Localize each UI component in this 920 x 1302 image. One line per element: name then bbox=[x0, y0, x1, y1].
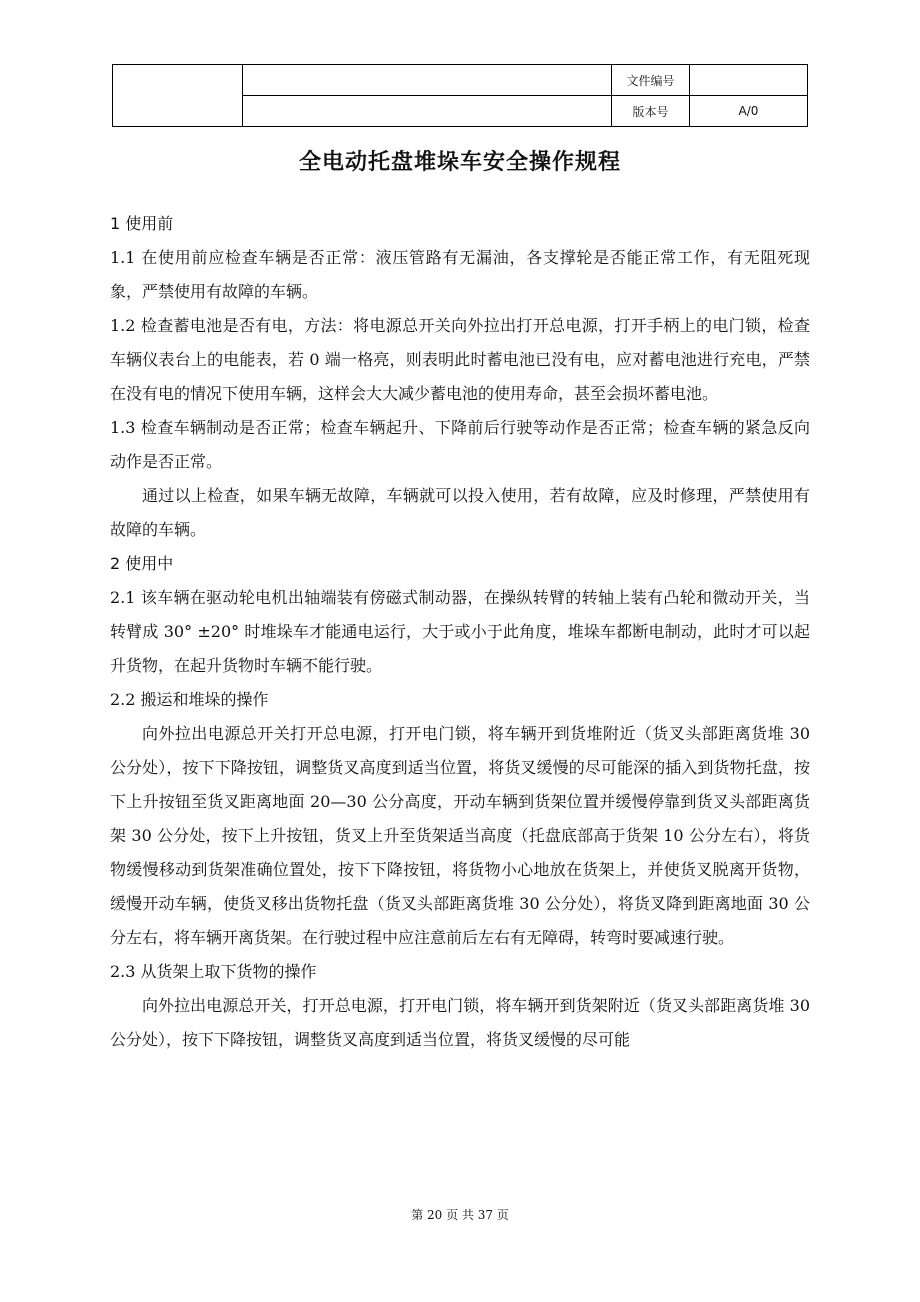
section-2-heading: 2 使用中 bbox=[110, 554, 174, 573]
header-blank-cell-2 bbox=[243, 96, 612, 127]
version-label: 版本号 bbox=[612, 96, 690, 127]
paragraph-2-3: 向外拉出电源总开关，打开总电源，打开电门锁，将车辆开到货架附近（货叉头部距离货堆 30 公分处），按下下降按钮，调整货叉高度到适当位置，将货叉缓慢的尽可能 bbox=[110, 996, 810, 1049]
doc-no-label: 文件编号 bbox=[612, 65, 690, 96]
header-blank-cell bbox=[243, 65, 612, 96]
logo-cell bbox=[113, 65, 243, 127]
section-1-heading: 1 使用前 bbox=[110, 214, 174, 233]
version-value: A/0 bbox=[690, 96, 808, 127]
doc-no-value bbox=[690, 65, 808, 96]
document-body bbox=[110, 207, 810, 1057]
document-title: 全电动托盘堆垛车安全操作规程 bbox=[298, 150, 621, 175]
paragraph-1-1: 1.1 在使用前应检查车辆是否正常：液压管路有无漏油，各支撑轮是否能正常工作，有无阻死现象，严禁使用有故障的车辆。 bbox=[110, 248, 810, 301]
paragraph-1-summary: 通过以上检查，如果车辆无故障，车辆就可以投入使用，若有故障，应及时修理，严禁使用有故障的车辆。 bbox=[110, 486, 810, 539]
paragraph-2-2: 向外拉出电源总开关打开总电源，打开电门锁，将车辆开到货堆附近（货叉头部距离货堆 30 公分处），按下下降按钮，调整货叉高度到适当位置，将货叉缓慢的尽可能深的插入到货物托盘，按下上升按钮至货叉距离地面 20—30 公分高度，开动车辆到货架位置并缓慢停靠到货叉头部距离货架 30 公分处，按下上升按钮，货叉上升至货架适当高度（托盘底部高于货架 10 公分左右），将货物缓慢移动到货架准确位置处，按下下降按钮，将货物小心地放在货架上，并使货叉脱离开货物，缓慢开动车辆，使货叉移出货物托盘（货叉头部距离货堆 30 公分处），将货叉降到距离地面 30 公分左右，将车辆开离货架。在行驶过程中应注意前后左右有无障碍，转弯时要减速行驶。 bbox=[110, 724, 810, 947]
header-table bbox=[112, 64, 808, 127]
paragraph-1-3: 1.3 检查车辆制动是否正常；检查车辆起升、下降前后行驶等动作是否正常；检查车辆的紧急反向动作是否正常。 bbox=[110, 418, 810, 471]
paragraph-1-2: 1.2 检查蓄电池是否有电，方法：将电源总开关向外拉出打开总电源，打开手柄上的电门锁，检查车辆仪表台上的电能表，若 0 端一格亮，则表明此时蓄电池已没有电，应对蓄电池进行充电，严禁在没有电的情况下使用车辆，这样会大大减少蓄电池的使用寿命，甚至会损坏蓄电池。 bbox=[110, 316, 810, 403]
subheading-2-3: 2.3 从货架上取下货物的操作 bbox=[110, 962, 317, 981]
page-footer: 第 20 页 共 37 页 bbox=[411, 1208, 509, 1222]
paragraph-2-1: 2.1 该车辆在驱动轮电机出轴端装有傍磁式制动器，在操纵转臂的转轴上装有凸轮和微动开关，当转臂成 30° ±20° 时堆垛车才能通电运行，大于或小于此角度，堆垛车都断电制动，此时才可以起升货物，在起升货物时车辆不能行驶。 bbox=[110, 588, 810, 675]
subheading-2-2: 2.2 搬运和堆垛的操作 bbox=[110, 690, 269, 709]
